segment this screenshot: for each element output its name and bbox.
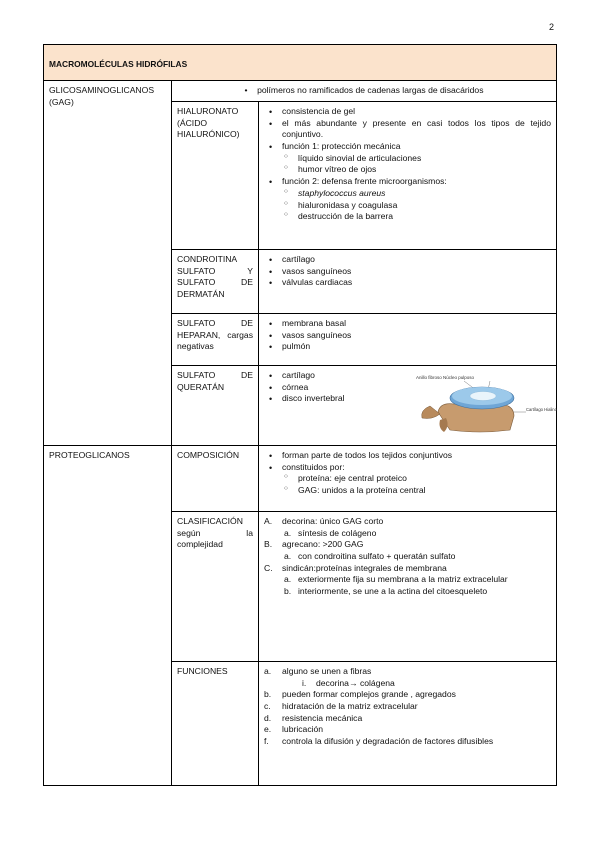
list-item: a. con condroitina sulfato + queratán sulfato: [284, 551, 456, 562]
list-item: ○ destrucción de la barrera: [264, 211, 551, 223]
page-number: 2: [549, 22, 555, 32]
list-item: c. hidratación de la matriz extracelular: [264, 701, 418, 712]
list-item: b. interiormente, se une a la actina del citoesqueleto: [284, 586, 488, 597]
list-item: ○ hialuronidasa y coagulasa: [264, 200, 551, 212]
heparan-content: [259, 314, 557, 366]
list-item: • función 1: protección mecánica ○ líquido sinovial de articulaciones ○ humor vítreo de ojos: [264, 141, 551, 176]
image-side-label: Cartílago Hialino: [526, 407, 557, 412]
proteo-title: PROTEOGLICANOS: [44, 446, 172, 786]
gag-intro: • polímeros no ramificados de cadenas largas de disacáridos: [244, 85, 484, 95]
queratan-content: [259, 366, 557, 446]
queratan-label: SULFATO DE QUERATÁN: [172, 366, 259, 446]
list-item: ○ humor vítreo de ojos: [264, 164, 551, 176]
list-item: • vasos sanguíneos: [264, 330, 551, 342]
list-item: C. sindicán:proteínas integrales de membrana a. exteriormente fija su membrana a la matriz extracelular b. interiormente, se une a la actina del citoesqueleto: [264, 563, 551, 598]
hialuronato-label: HIALURONATO (ÁCIDO HIALURÓNICO): [172, 102, 259, 250]
gag-title: GLICOSAMINOGLICANOS (GAG): [44, 81, 172, 446]
list-item: • membrana basal: [264, 318, 551, 330]
list-item: ○ líquido sinovial de articulaciones: [264, 153, 551, 165]
list-item: A. decorina: único GAG corto a. síntesis de colágeno: [264, 516, 551, 539]
list-item: d. resistencia mecánica: [264, 712, 363, 723]
funciones-label: FUNCIONES: [172, 662, 259, 786]
list-item: • disco invertebral: [264, 393, 551, 405]
condroitina-label: CONDROITINA SULFATO Y SULFATO DE DERMATÁN: [172, 250, 259, 314]
composicion-label: COMPOSICIÓN: [172, 446, 259, 512]
list-item: ○ proteína: eje central proteico: [264, 473, 551, 485]
list-item: • válvulas cardiacas: [264, 277, 551, 289]
list-item: • córnea: [264, 382, 551, 394]
list-item: B. agrecano: >200 GAG a. con condroitina sulfato + queratán sulfato: [264, 539, 551, 562]
list-item: i. decorina→ colágena: [302, 677, 395, 688]
macromolecules-table: [43, 44, 557, 786]
list-item: • pulmón: [264, 341, 551, 353]
image-top-label: Anillo fibroso Núcleo pulposo: [416, 375, 475, 380]
hialuronato-content: [259, 102, 557, 250]
table-header: MACROMOLÉCULAS HIDRÓFILAS: [44, 45, 557, 81]
list-item: f. controla la difusión y degradación de factores difusibles: [264, 736, 494, 747]
vertebral-disc-image: [410, 372, 557, 434]
list-item: a. exteriormente fija su membrana a la matriz extracelular: [284, 574, 508, 585]
list-item: a. síntesis de colágeno: [284, 527, 377, 538]
list-item: ○ staphylococcus aureus: [264, 188, 551, 200]
list-item: e. lubricación: [264, 724, 324, 735]
list-item: • cartílago: [264, 370, 551, 382]
list-item: • función 2: defensa frente microorganismos: ○ staphylococcus aureus ○ hialuronidasa y coagulasa ○ destrucción de la barrera: [264, 176, 551, 223]
clasificacion-label: CLASIFICACIÓN según la complejidad: [172, 512, 259, 662]
list-item: • cartílago: [264, 254, 551, 266]
list-item: • constituidos por: ○ proteína: eje central proteico ○ GAG: unidos a la proteína central: [264, 462, 551, 497]
list-item: b. pueden formar complejos grande , agregados: [264, 689, 456, 700]
composicion-content: [259, 446, 557, 512]
condroitina-content: [259, 250, 557, 314]
list-item: a. alguno se unen a fibras i. decorina→ colágena: [264, 666, 551, 689]
list-item: • forman parte de todos los tejidos conjuntivos: [264, 450, 551, 462]
list-item: • consistencia de gel: [264, 106, 551, 118]
funciones-content: [259, 662, 557, 786]
list-item: • el más abundante y presente en casi todos los tipos de tejido conjuntivo.: [264, 118, 551, 141]
list-item: ○ GAG: unidos a la proteína central: [264, 485, 551, 497]
clasificacion-content: [259, 512, 557, 662]
heparan-label: SULFATO DE HEPARAN, cargas negativas: [172, 314, 259, 366]
list-item: • vasos sanguíneos: [264, 266, 551, 278]
